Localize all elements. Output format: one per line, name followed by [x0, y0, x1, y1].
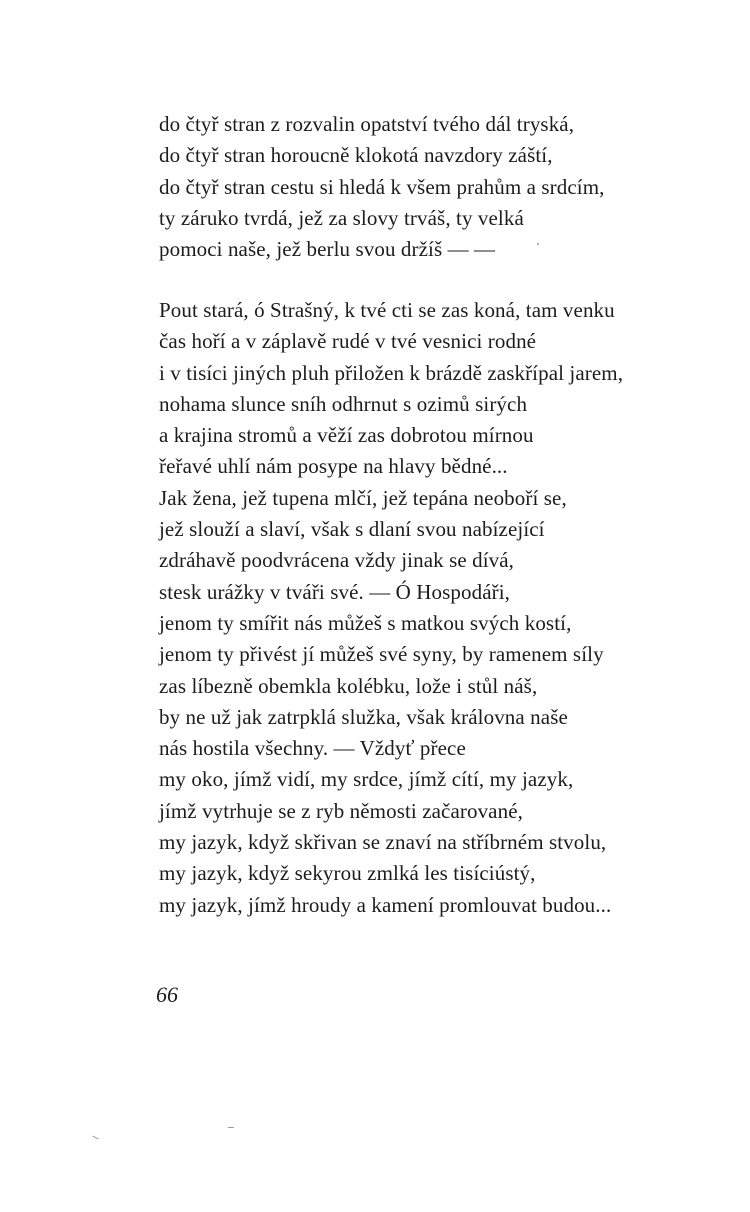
poem-line: pomoci naše, jež berlu svou držíš — — [159, 237, 496, 262]
print-speck [92, 1136, 99, 1140]
poem-line: řeřavé uhlí nám posype na hlavy bědné... [159, 454, 508, 479]
page-number: 66 [156, 982, 178, 1007]
poem-line: do čtyř stran cestu si hledá k všem prahům a srdcím, [159, 174, 605, 199]
print-speck [228, 1127, 234, 1128]
poem-line: a krajina stromů a věží zas dobrotou mírnou [159, 423, 534, 448]
poem-line: do čtyř stran horoucně klokotá navzdory záští, [159, 143, 553, 168]
poem-line: jenom ty smířit nás můžeš s matkou svých kostí, [159, 610, 572, 635]
poem-line: do čtyř stran z rozvalin opatství tvého dál tryská, [159, 112, 575, 136]
poem-line: nás hostila všechny. — Vždyť přece [159, 736, 466, 761]
poem-line: jímž vytrhuje se z ryb němosti začarované, [159, 798, 523, 823]
poem-line: my jazyk, když skřivan se znaví na stříbrném stvolu, [159, 830, 607, 855]
poem-stanza-1 [159, 109, 605, 265]
poem-line: jež slouží a slaví, však s dlaní svou nabízející [159, 517, 545, 542]
poem-line: my oko, jímž vidí, my srdce, jímž cítí, my jazyk, [159, 767, 574, 792]
poem-line: jenom ty přivést jí můžeš své syny, by ramenem síly [159, 642, 604, 667]
poem-line: my jazyk, když sekyrou zmlká les tisíciústý, [159, 861, 536, 886]
poem-line: by ne už jak zatrpklá služka, však královna naše [159, 704, 568, 729]
poem-line: Jak žena, jež tupena mlčí, jež tepána neoboří se, [159, 485, 567, 510]
poem-line: Pout stará, ó Strašný, k tvé cti se zas koná, tam venku [159, 298, 615, 322]
poem-line: čas hoří a v záplavě rudé v tvé vesnici rodné [159, 329, 537, 354]
poem-line: stesk urážky v tváři své. — Ó Hospodáři, [159, 579, 511, 604]
poem-line: zdráhavě poodvrácena vždy jinak se dívá, [159, 548, 515, 573]
poem-line: my jazyk, jímž hroudy a kamení promlouvat budou... [159, 892, 612, 917]
poem-line: zas líbezně obemkla kolébku, lože i stůl náš, [159, 673, 538, 698]
poem-line: ty záruko tvrdá, jež za slovy trváš, ty velká [159, 205, 524, 230]
poem-line: i v tisíci jiných pluh přiložen k brázdě zaskřípal jarem, [159, 360, 624, 385]
poem-stanza-2 [159, 295, 623, 921]
poem-line: nohama slunce sníh odhrnut s ozimů sirých [159, 391, 528, 416]
print-speck [537, 243, 539, 245]
